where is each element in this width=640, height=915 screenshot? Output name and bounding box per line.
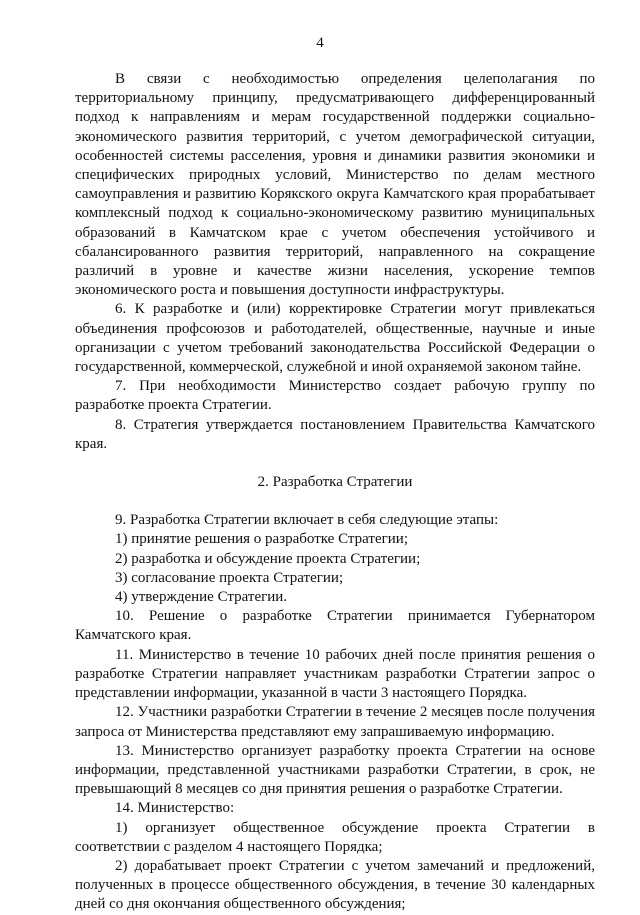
list-item-stage-4: 4) утверждение Стратегии. — [115, 589, 288, 606]
paragraph-14: 14. Министерство: — [115, 800, 235, 817]
paragraph-13: 13. Министерство организует разработку проекта Стратегии на основе информации, представленной участниками разработки Стратегии, в срок, не превышающий 8 месяцев со дня принятия решения о разработке Стратегии. — [75, 742, 595, 798]
paragraph-7: 7. При необходимости Министерство создает рабочую группу по разработке проекта Стратегии. — [75, 378, 595, 414]
list-item-stage-1: 1) принятие решения о разработке Стратегии; — [115, 531, 408, 548]
list-item-ministry-2: 2) дорабатывает проект Стратегии с учетом замечаний и предложений, полученных в процессе общественного обсуждения, в течение 30 календарных дней со дня окончания общественного обсуждения; — [75, 857, 595, 913]
section-spacer — [75, 454, 595, 473]
list-item-stage-2: 2) разработка и обсуждение проекта Стратегии; — [115, 550, 421, 567]
paragraph-11: 11. Министерство в течение 10 рабочих дней после принятия решения о разработке Стратегии направляет участникам разработки Стратегии запрос о представлении информации, указанной в части 3 настоящего Порядка. — [75, 646, 595, 702]
paragraph-6: 6. К разработке и (или) корректировке Стратегии могут привлекаться объединения профсоюзов и работодателей, общественные, научные и иные организации с учетом требований законодательства Российской Федерации о государственной, коммерческой, служебной и иной охраняемой законом тайне. — [75, 301, 595, 376]
paragraph-10: 10. Решение о разработке Стратегии принимается Губернатором Камчатского края. — [75, 608, 595, 644]
list-item-stage-3: 3) согласование проекта Стратегии; — [115, 569, 344, 586]
paragraph-12: 12. Участники разработки Стратегии в течение 2 месяцев после получения запроса от Министерства представляют ему запрашиваемую информацию. — [75, 704, 595, 740]
document-body — [75, 70, 595, 915]
paragraph-regional-approach: В связи с необходимостью определения целеполагания по территориальному принципу, предусматривающего дифференцированный подход к направлениям и мерам государственной поддержки социально-экономического развития территорий, с учетом демографической ситуации, особенностей системы расселения, уровня и динамики развития экономики и специфических природных условий, Министерство по делам местного самоуправления и развитию Корякского округа Камчатского края прорабатывает комплексный подход к социально-экономическому развитию муниципальных образований в Камчатском крае с учетом обеспечения устойчивого и сбалансированного развития территорий, направленного на сокращение различий в уровне и качестве жизни населения, ускорение темпов экономического роста и повышения доступности инфраструктуры. — [75, 71, 595, 299]
list-item-ministry-1: 1) организует общественное обсуждение проекта Стратегии в соответствии с разделом 4 настоящего Порядка; — [75, 819, 595, 855]
section-heading: 2. Разработка Стратегии — [257, 474, 413, 491]
paragraph-9: 9. Разработка Стратегии включает в себя следующие этапы: — [115, 512, 499, 529]
page-number: 4 — [316, 35, 324, 51]
section-spacer — [75, 492, 595, 511]
paragraph-8: 8. Стратегия утверждается постановлением Правительства Камчатского края. — [75, 416, 595, 452]
